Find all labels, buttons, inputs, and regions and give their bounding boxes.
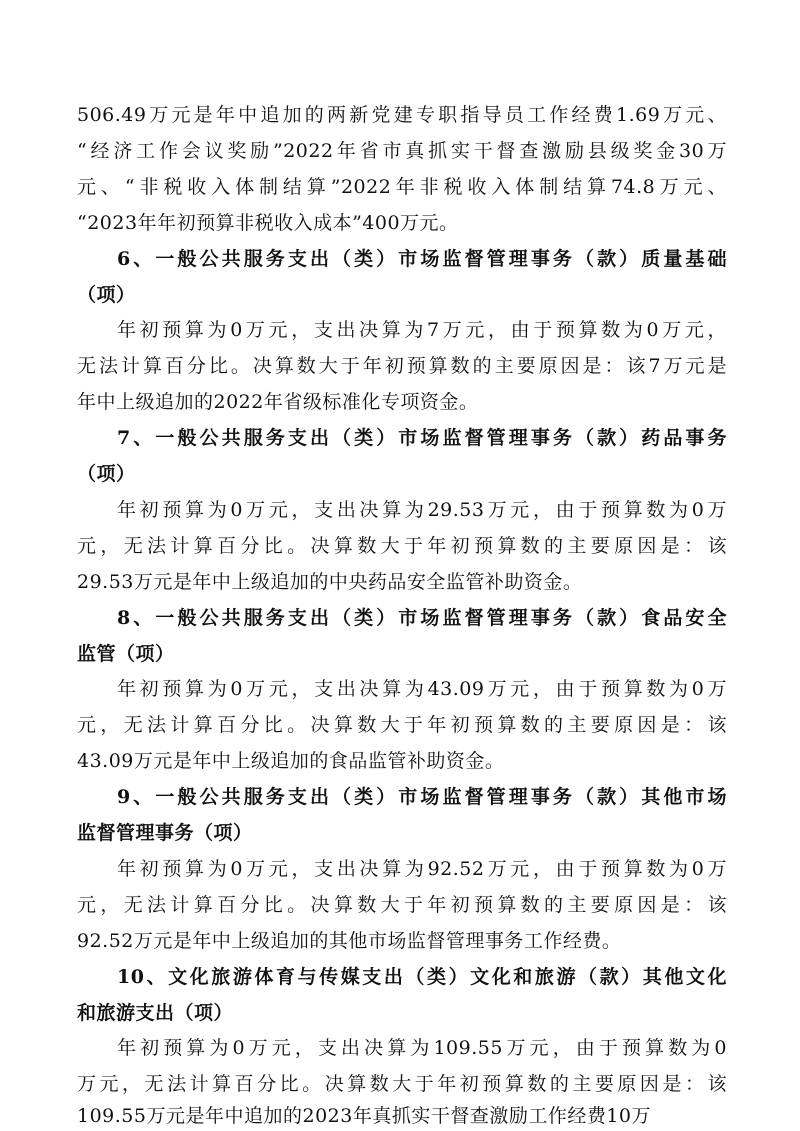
text-line: 无法计算百分比。决算数大于年初预算数的主要原因是：该7万元是 [77, 355, 727, 377]
section-heading-continued: （项） [77, 463, 136, 485]
text-line: 元，无法计算百分比。决算数大于年初预算数的主要原因是：该 [77, 535, 727, 557]
text-line: 109.55万元是年中追加的2023年真抓实干督查激励工作经费10万 [77, 1105, 652, 1127]
section-heading-continued: 监管（项） [77, 643, 175, 665]
section-heading-continued: 和旅游支出（项） [77, 1002, 234, 1024]
text-line: 元，无法计算百分比。决算数大于年初预算数的主要原因是：该 [77, 714, 727, 736]
text-line: 年初预算为0万元，支出决算为29.53万元，由于预算数为0万 [117, 499, 727, 521]
section-heading-continued: 监督管理事务（项） [77, 822, 253, 844]
text-line: 年初预算为0万元，支出决算为43.09万元，由于预算数为0万 [117, 678, 727, 700]
text-line: 万元，无法计算百分比。决算数大于年初预算数的主要原因是：该 [77, 1073, 727, 1095]
text-line: 92.52万元是年中上级追加的其他市场监督管理事务工作经费。 [77, 930, 622, 952]
text-line: “经济工作会议奖励”2022年省市真抓实干督查激励县级奖金30万 [77, 140, 727, 162]
text-line: 年初预算为0万元，支出决算为92.52万元，由于预算数为0万 [117, 858, 727, 880]
text-line: 年初预算为0万元，支出决算为109.55万元，由于预算数为0 [117, 1037, 727, 1059]
text-line: 年中上级追加的2022年省级标准化专项资金。 [77, 391, 479, 413]
section-heading: 6、一般公共服务支出（类）市场监督管理事务（款）质量基础 [117, 248, 727, 270]
text-line: 506.49万元是年中追加的两新党建专职指导员工作经费1.69万元、 [77, 104, 727, 126]
section-heading: 8、一般公共服务支出（类）市场监督管理事务（款）食品安全 [117, 607, 727, 629]
text-line: 43.09万元是年中上级追加的食品监管补助资金。 [77, 750, 505, 772]
text-line: 元，无法计算百分比。决算数大于年初预算数的主要原因是：该 [77, 894, 727, 916]
text-line: 元、“非税收入体制结算”2022年非税收入体制结算74.8万元、 [77, 176, 727, 198]
section-heading: 9、一般公共服务支出（类）市场监督管理事务（款）其他市场 [117, 786, 727, 808]
section-heading: 10、文化旅游体育与传媒支出（类）文化和旅游（款）其他文化 [117, 966, 727, 988]
section-heading: 7、一般公共服务支出（类）市场监督管理事务（款）药品事务 [117, 427, 727, 449]
text-line: 年初预算为0万元，支出决算为7万元，由于预算数为0万元， [117, 319, 727, 341]
section-heading-continued: （项） [77, 284, 136, 306]
text-line: “2023年年初预算非税收入成本”400万元。 [77, 212, 459, 234]
text-line: 29.53万元是年中上级追加的中央药品安全监管补助资金。 [77, 571, 583, 593]
